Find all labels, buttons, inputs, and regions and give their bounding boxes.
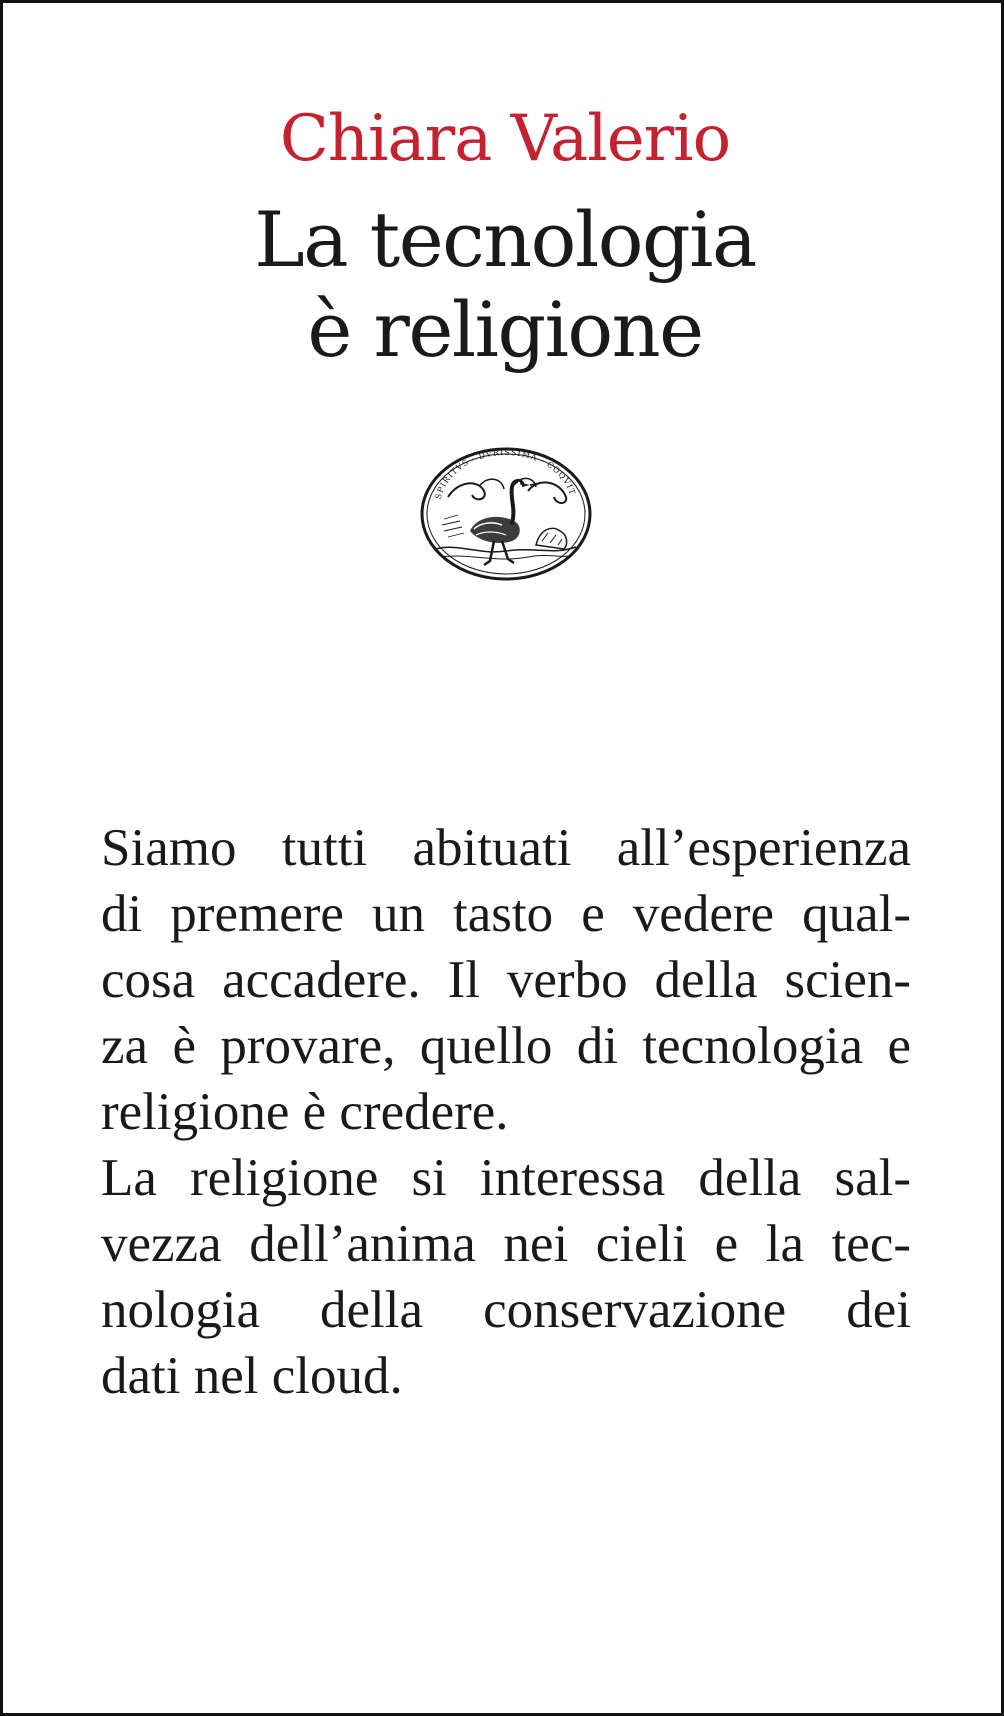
blurb-line: za è provare, quello di tecnologia e: [101, 1017, 911, 1075]
blurb-line: cosa accadere. Il verbo della scien-: [101, 951, 911, 1009]
ostrich-seal-icon: [418, 445, 594, 583]
title-line-2: è religione: [307, 285, 703, 374]
blurb-line: di premere un tasto e vedere qual-: [101, 885, 911, 943]
blurb-line: dati nel cloud.: [101, 1347, 403, 1405]
blurb-line: La religione si interessa della sal-: [101, 1149, 911, 1207]
title-line-1: La tecnologia: [254, 195, 756, 284]
blurb-line: vezza dell’anima nei cieli e la tec-: [101, 1215, 911, 1273]
blurb-line: religione è credere.: [101, 1083, 509, 1141]
blurb-line: Siamo tutti abituati all’esperienza: [101, 819, 911, 877]
back-cover-blurb: [101, 815, 911, 1409]
blurb-line: nologia della conservazione dei: [101, 1281, 911, 1339]
author-name: Chiara Valerio: [279, 102, 731, 176]
svg-text:SPIRITVS · DVRISSIMA · COQVIT: SPIRITVS · DVRISSIMA · COQVIT: [433, 447, 578, 501]
book-title: [3, 195, 1004, 375]
